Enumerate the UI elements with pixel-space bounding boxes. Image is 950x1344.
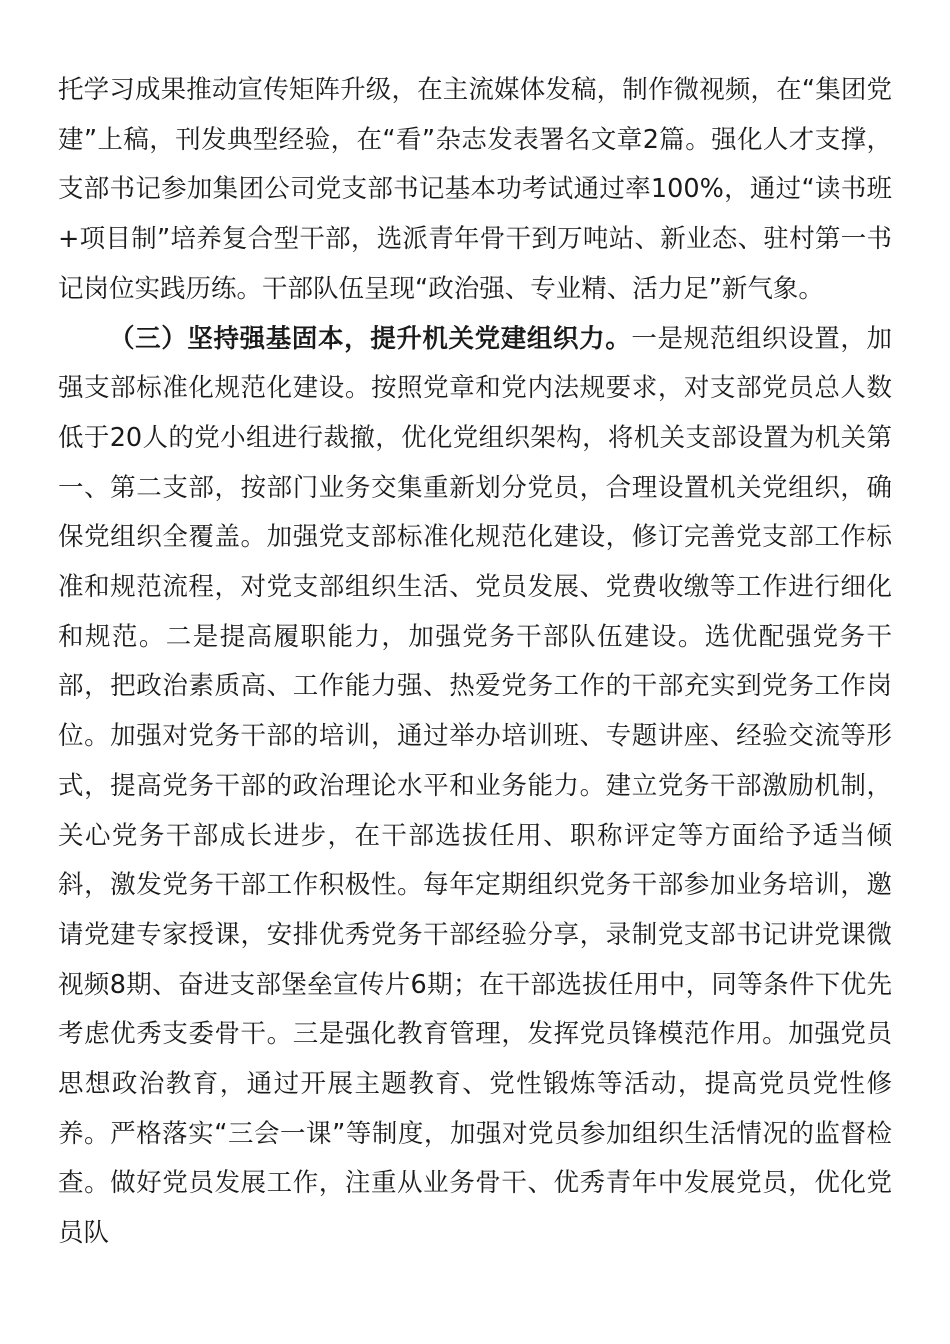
paragraph-continuation: 托学习成果推动宣传矩阵升级，在主流媒体发稿，制作微视频，在“集团党建”上稿，刊发典型经验，在“看”杂志发表署名文章2篇。强化人才支撑，支部书记参加集团公司党支部书记基本功考试通过率100%，通过“读书班+项目制”培养复合型干部，选派青年骨干到万吨站、新业态、驻村第一书记岗位实践历练。干部队伍呈现“政治强、专业精、活力足”新气象。 (58, 75, 892, 304)
section-paragraph (58, 315, 892, 1259)
document-page (58, 66, 892, 1259)
section-body: 一是规范组织设置，加强支部标准化规范化建设。按照党章和党内法规要求，对支部党员总人数低于20人的党小组进行裁撤，优化党组织架构，将机关支部设置为机关第一、第二支部，按部门业务交集重新划分党员，合理设置机关党组织，确保党组织全覆盖。加强党支部标准化规范化建设，修订完善党支部工作标准和规范流程，对党支部组织生活、党员发展、党费收缴等工作进行细化和规范。二是提高履职能力，加强党务干部队伍建设。选优配强党务干部，把政治素质高、工作能力强、热爱党务工作的干部充实到党务工作岗位。加强对党务干部的培训，通过举办培训班、专题讲座、经验交流等形式，提高党务干部的政治理论水平和业务能力。建立党务干部激励机制，关心党务干部成长进步，在干部选拔任用、职称评定等方面给予适当倾斜，激发党务干部工作积极性。每年定期组织党务干部参加业务培训，邀请党建专家授课，安排优秀党务干部经验分享，录制党支部书记讲党课微视频8期、奋进支部堡垒宣传片6期；在干部选拔任用中，同等条件下优先考虑优秀支委骨干。三是强化教育管理，发挥党员锋模范作用。加强党员思想政治教育，通过开展主题教育、党性锻炼等活动，提高党员党性修养。严格落实“三会一课”等制度，加强对党员参加组织生活情况的监督检查。做好党员发展工作，注重从业务骨干、优秀青年中发展党员，优化党员队 (58, 323, 892, 1249)
section-heading: （三）坚持强基固本，提升机关党建组织力。 (109, 323, 632, 354)
